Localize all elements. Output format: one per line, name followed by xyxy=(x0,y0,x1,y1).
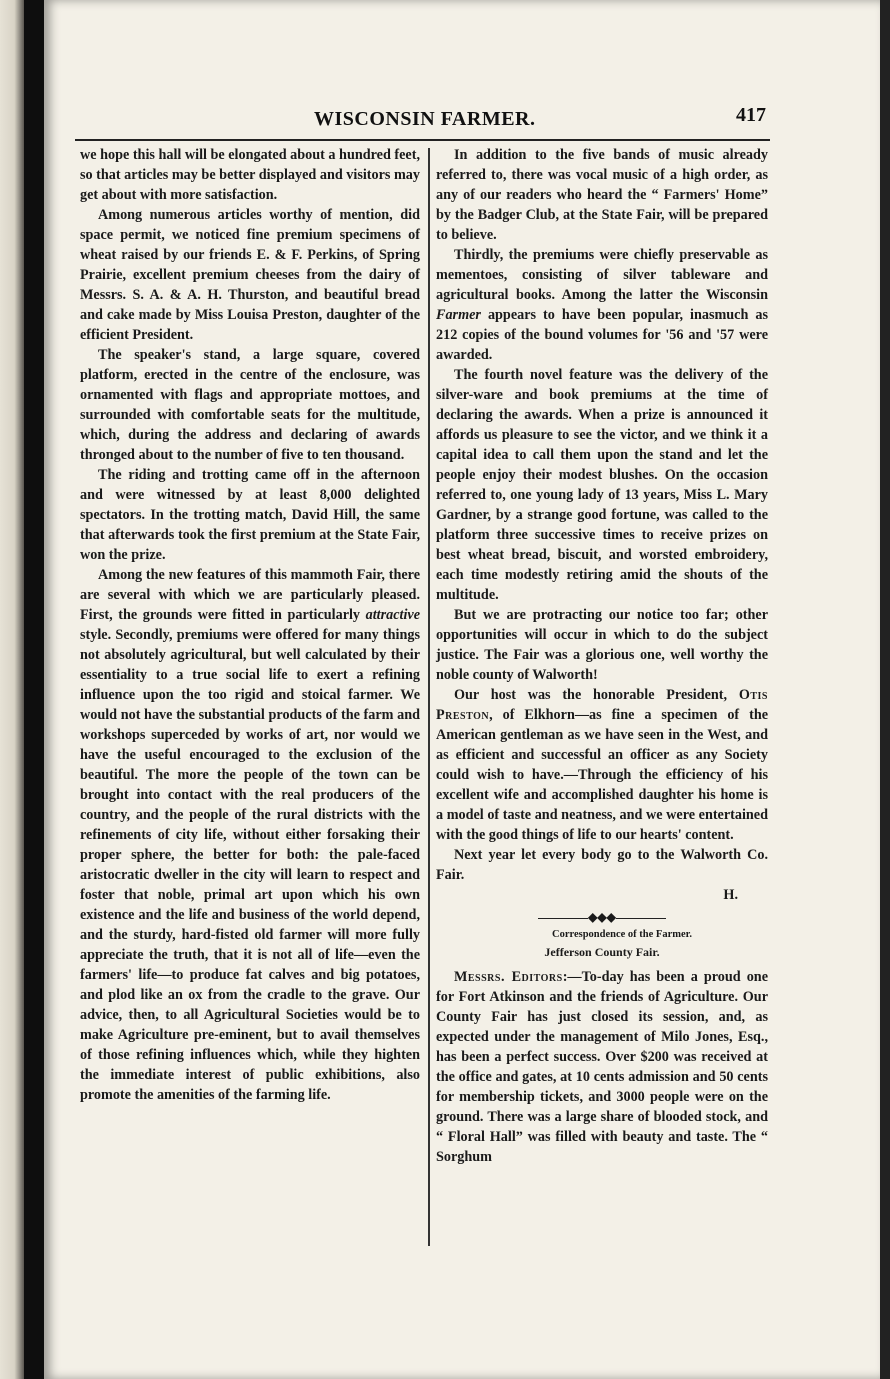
right-paragraph-2 xyxy=(436,245,768,365)
page-right-edge xyxy=(880,0,890,1379)
left-paragraph-1: we hope this hall will be elongated about a hundred feet, so that articles may be better displayed and visitors may get about with more satisfaction. xyxy=(80,147,420,203)
header-rule xyxy=(75,139,770,141)
book-gutter xyxy=(24,0,44,1379)
right-paragraph-5-smallcaps: Otis Preston xyxy=(436,687,768,723)
left-paragraph-5 xyxy=(80,565,420,1105)
right-paragraph-4: But we are protracting our notice too far; other opportunities will occur in which to do the subject justice. The Fair was a glorious one, well worthy the noble county of Walworth! xyxy=(436,607,768,683)
right-paragraph-2-text-a: Thirdly, the premiums were chiefly preservable as mementoes, consisting of silver tableware and agricultural books. Among the latter the Wisconsin xyxy=(436,247,768,303)
left-paragraph-5-italic: attractive xyxy=(365,607,420,623)
section-title: Jefferson County Fair. xyxy=(544,945,660,959)
right-paragraph-7-smallcaps: Messrs. Editors xyxy=(454,969,563,985)
page-number: 417 xyxy=(736,104,766,126)
column-rule xyxy=(428,148,430,1246)
right-paragraph-3: The fourth novel feature was the delivery of the silver-ware and book premiums at the time of declaring the awards. When a prize is announced it affords us pleasure to see the victor, and we think it a capital idea to call them upon the stand and let the people enjoy their modest blushes. On the occasion referred to, one young lady of 13 years, Miss L. Mary Gardner, by a strange good fortune, was called to the platform three successive times to receive prizes on best wheat bread, biscuit, and worsted embroidery, each time modestly retiring amid the shouts of the multitude. xyxy=(436,367,768,603)
right-paragraph-1: In addition to the five bands of music already referred to, there was vocal music of a high order, as any of our readers who heard the “ Farmers' Home” by the Badger Club, at the State Fair, will be prepared to believe. xyxy=(436,147,768,243)
journal-title: WISCONSIN FARMER. xyxy=(314,108,536,130)
left-paragraph-5-text-a: Among the new features of this mammoth Fair, there are several with which we are particularly pleased. First, the grounds were fitted in particularly xyxy=(80,567,420,623)
right-paragraph-2-italic: Farmer xyxy=(436,307,481,323)
section-ornament: ◆◆◆ xyxy=(436,911,768,923)
signature: H. xyxy=(723,887,738,903)
right-paragraph-5 xyxy=(436,685,768,845)
correspondence-label: Correspondence of the Farmer. xyxy=(552,929,692,940)
right-paragraph-5-text-a: Our host was the honorable President, xyxy=(454,687,739,703)
right-column xyxy=(436,145,768,1167)
running-header xyxy=(270,104,810,136)
right-paragraph-7-text: :—To-day has been a proud one for Fort Atkinson and the friends of Agriculture. Our County Fair has just closed its session, and, as expected under the management of Milo Jones, Esq., has been a perfect success. Over $200 was received at the office and gates, at 10 cents admission and 50 cents for membership tickets, and 3000 people were on the ground. There was a large share of blooded stock, and “ Floral Hall” was filled with beauty and taste. The “ Sorghum xyxy=(436,969,768,1165)
right-paragraph-5-text-b: , of Elkhorn—as fine a specimen of the American gentleman as we have seen in the West, and as efficient and successful an officer as any Society could wish to have.—Through the efficiency of his excellent wife and accomplished daughter his home is a model of taste and neatness, and we were entertained with the good things of life to our hearts' content. xyxy=(436,707,768,843)
left-column xyxy=(80,145,420,1105)
left-paragraph-5-text-b: style. Secondly, premiums were offered for many things not absolutely agricultural, but well calculated by their essentiality to a true social life to exert a refining influence upon the too rigid and stoical farmer. We would not have the substantial products of the farm and workshops superceded by works of art, nor would we have the useful encouraged to the exclusion of the beautiful. The more the people of the town can be brought into contact with the real producers of the country, and the people of the rural districts with the refinements of city life, without either forsaking their proper sphere, the better for both: the pale-faced aristocratic dweller in the city will learn to respect and foster that noble, primal art upon which his own existence and the life and business of the world depend, and the sturdy, hard-fisted old farmer will more fully appreciate the truth, that it is not all of life—even the farmers' life—to produce fat calves and big potatoes, and plod like an ox from the cradle to the grave. Our advice, then, to all Agricultural Societies would be to make Agriculture pre-eminent, but to avail themselves of those refining influences which, while they highten the immediate interest of public exhibitions, also promote the amenities of the farming life. xyxy=(80,627,420,1103)
right-paragraph-6: Next year let every body go to the Walworth Co. Fair. xyxy=(436,847,768,883)
previous-page-edge xyxy=(0,0,24,1379)
left-paragraph-3: The speaker's stand, a large square, covered platform, erected in the centre of the enclosure, was ornamented with flags and appropriate mottoes, and surrounded with comfortable seats for the multitude, which, during the address and declaring of awards thronged about to the number of five to ten thousand. xyxy=(80,347,420,463)
left-paragraph-2: Among numerous articles worthy of mention, did space permit, we noticed fine premium specimens of wheat raised by our friends E. & F. Perkins, of Spring Prairie, excellent premium cheeses from the dairy of Messrs. S. A. & A. H. Thurston, and beautiful bread and cake made by Miss Louisa Preston, daughter of the efficient President. xyxy=(80,207,420,343)
right-paragraph-2-text-b: appears to have been popular, inasmuch as 212 copies of the bound volumes for '56 and '57 were awarded. xyxy=(436,307,768,363)
right-paragraph-7 xyxy=(436,967,768,1167)
left-paragraph-4: The riding and trotting came off in the afternoon and were witnessed by at least 8,000 delighted spectators. In the trotting match, David Hill, the same that afterwards took the first premium at the State Fair, won the prize. xyxy=(80,467,420,563)
signature-line xyxy=(436,885,768,905)
